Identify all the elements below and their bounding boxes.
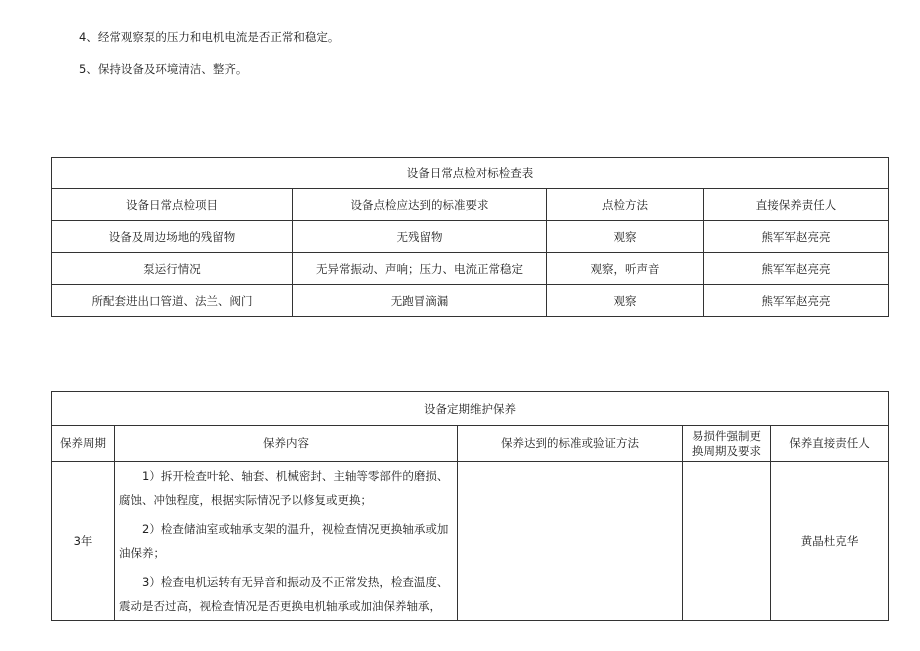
column-header: 保养周期 [52, 426, 115, 462]
column-header: 直接保养责任人 [704, 189, 889, 221]
column-header: 保养直接责任人 [771, 426, 889, 462]
table-cell: 熊军军赵亮亮 [704, 253, 889, 285]
maintenance-item-3: 3）检查电机运转有无异音和振动及不正常发热，检查温度、震动是否过高，视检查情况是否更换电机轴承或加油保养轴承， [119, 575, 449, 613]
table-cell: 观察，听声音 [547, 253, 704, 285]
maintenance-period-cell: 3年 [52, 462, 115, 621]
table-cell: 观察 [547, 221, 704, 253]
table-header-row [52, 189, 889, 221]
table-title-row [52, 392, 889, 426]
table-cell: 无残留物 [293, 221, 547, 253]
table-row [52, 462, 889, 621]
periodic-maintenance-table [51, 391, 889, 621]
table-cell: 泵运行情况 [52, 253, 293, 285]
column-header: 保养内容 [115, 426, 458, 462]
daily-inspection-table [51, 157, 889, 317]
table-cell: 无异常振动、声响；压力、电流正常稳定 [293, 253, 547, 285]
table-row [52, 285, 889, 317]
column-header: 设备日常点检项目 [52, 189, 293, 221]
maintenance-item-1: 1）拆开检查叶轮、轴套、机械密封、主轴等零部件的磨损、腐蚀、冲蚀程度，根据实际情况予以修复或更换； [119, 469, 449, 507]
responsible-person-cell: 黄晶杜克华 [771, 462, 889, 621]
column-header: 保养达到的标准或验证方法 [458, 426, 683, 462]
table-cell: 观察 [547, 285, 704, 317]
maintenance-item-2: 2）检查储油室或轴承支架的温升，视检查情况更换轴承或加油保养； [119, 522, 449, 560]
table-row [52, 221, 889, 253]
maintenance-standard-cell [458, 462, 683, 621]
column-header: 点检方法 [547, 189, 704, 221]
periodic-maintenance-table-title: 设备定期维护保养 [52, 392, 889, 426]
table-cell: 设备及周边场地的残留物 [52, 221, 293, 253]
daily-inspection-table-title: 设备日常点检对标检查表 [52, 158, 889, 189]
replacement-period-cell [683, 462, 771, 621]
table-header-row [52, 426, 889, 462]
table-cell: 熊军军赵亮亮 [704, 221, 889, 253]
column-header: 设备点检应达到的标准要求 [293, 189, 547, 221]
table-cell: 所配套进出口管道、法兰、阀门 [52, 285, 293, 317]
table-row [52, 253, 889, 285]
intro-item-5: 5、保持设备及环境清洁、整齐。 [79, 62, 248, 76]
table-title-row [52, 158, 889, 189]
table-cell: 熊军军赵亮亮 [704, 285, 889, 317]
maintenance-content-cell [115, 462, 458, 621]
intro-item-4: 4、经常观察泵的压力和电机电流是否正常和稳定。 [79, 30, 340, 44]
column-header: 易损件强制更换周期及要求 [683, 426, 771, 462]
table-cell: 无跑冒滴漏 [293, 285, 547, 317]
